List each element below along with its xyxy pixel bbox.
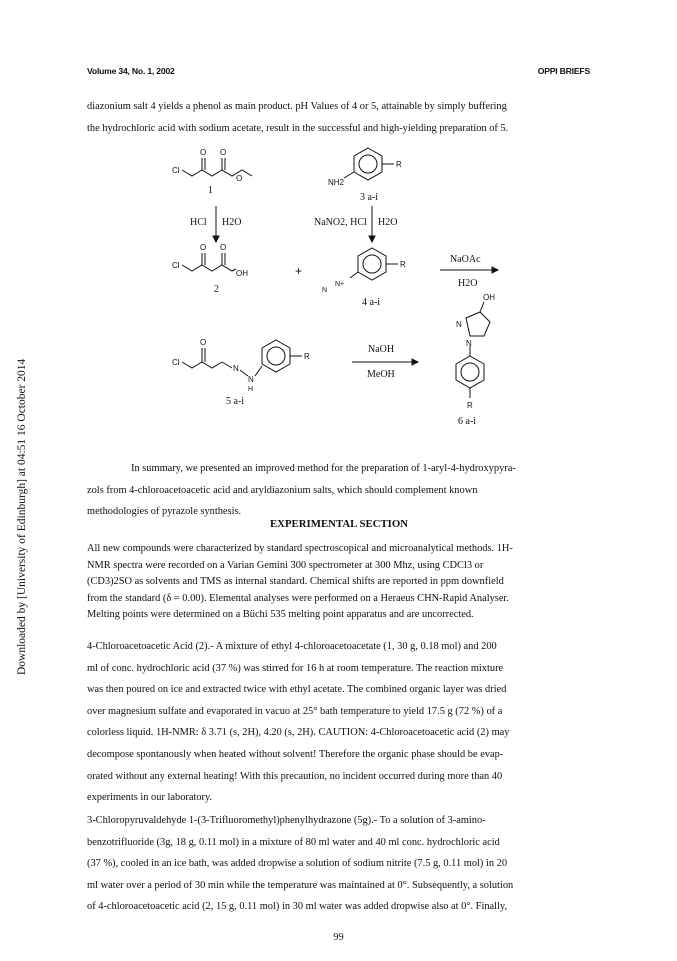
text-line bbox=[87, 896, 591, 918]
text-line bbox=[87, 541, 591, 558]
compound-number-3: 3 a-i bbox=[360, 192, 379, 203]
text-line bbox=[87, 96, 591, 118]
atom-label: O bbox=[220, 148, 227, 157]
atom-label: N+ bbox=[335, 281, 345, 288]
proc2-line-6: decompose spontanously when heated without solvent! Therefore the organic phase should be evap- bbox=[87, 748, 504, 760]
proc5g-line-4: ml water over a period of 30 min while the temperature was maintained at 0°. Subsequently, a solution bbox=[87, 879, 514, 891]
reaction-scheme bbox=[0, 140, 677, 440]
general-paragraph bbox=[87, 541, 591, 624]
text-line bbox=[87, 658, 591, 680]
atom-label: R bbox=[400, 260, 406, 269]
text-line bbox=[87, 766, 591, 788]
text-line bbox=[87, 810, 591, 832]
text-line bbox=[87, 744, 591, 766]
atom-label: R bbox=[304, 352, 310, 361]
compound-number-4: 4 a-i bbox=[362, 297, 381, 308]
atom-label: OH bbox=[483, 293, 495, 302]
proc2-line-1: 4-Chloroacetoacetic Acid (2).- A mixture of ethyl 4-chloroacetoacetate (1, 30 g, 0.18 mol) and 200 bbox=[87, 641, 497, 652]
text-line bbox=[87, 480, 591, 502]
text-line bbox=[87, 458, 591, 480]
compound-number-6: 6 a-i bbox=[458, 416, 477, 427]
atom-label: Cl bbox=[172, 358, 180, 367]
text-line bbox=[87, 591, 591, 608]
proc2-line-7: orated without any external heating! With this precaution, no incident occurred during more than 40 bbox=[87, 770, 503, 782]
general-line-4: from the standard (δ = 0.00). Elemental analyses were performed on a Heraeus CHN-Rapid Analyser. bbox=[87, 592, 509, 604]
atom-label: O bbox=[200, 338, 207, 347]
reagent-label: NaOH bbox=[368, 344, 395, 355]
summary-line-3: methodologies of pyrazole synthesis. bbox=[87, 506, 242, 518]
general-line-2: NMR spectra were recorded on a Varian Gemini 300 spectrometer at 300 Mhz, using CDCl3 or bbox=[87, 559, 484, 571]
proc5g-line-2: benzotrifluoride (3g, 18 g, 0.11 mol) in a mixture of 80 ml water and 40 ml conc. hydrochloric acid bbox=[87, 836, 500, 848]
proc2-line-4: over magnesium sulfate and evaporated in vacuo at 25° bath temperature to yield 17.5 g (72 %) of a bbox=[87, 705, 503, 717]
general-line-5: Melting points were determined on a Büchi 535 melting point apparatus and are uncorrected. bbox=[87, 609, 474, 621]
page-number: 99 bbox=[333, 932, 344, 943]
atom-label: O bbox=[220, 243, 227, 252]
atom-label: R bbox=[467, 401, 473, 410]
compound-2-structure bbox=[172, 243, 248, 278]
atom-label: O bbox=[236, 174, 243, 183]
summary-paragraph bbox=[87, 458, 591, 523]
atom-label: O bbox=[200, 148, 207, 157]
compound-5-structure bbox=[172, 338, 310, 393]
general-line-1: All new compounds were characterized by standard spectroscopical and microanalytical methods. 1H- bbox=[87, 543, 513, 554]
text-line bbox=[87, 787, 591, 809]
proc2-line-5: colorless liquid. 1H-NMR: δ 3.71 (s, 2H), 4.20 (s, 2H). CAUTION: 4-Chloroacetoacetic acid (2) may bbox=[87, 727, 510, 739]
atom-label: Cl bbox=[172, 261, 180, 270]
compound-number-1: 1 bbox=[208, 185, 213, 196]
atom-label: OH bbox=[236, 269, 248, 278]
proc5g-line-5: of 4-chloroacetoacetic acid (2, 15 g, 0.11 mol) in 30 ml water was added dropwise also at 0°. Finally, bbox=[87, 901, 508, 913]
compound-number-2: 2 bbox=[214, 284, 219, 295]
compound-4-structure bbox=[322, 248, 406, 294]
general-line-3: (CD3)2SO as solvents and TMS as internal standard. Chemical shifts are reported in ppm downfield bbox=[87, 576, 504, 588]
reagent-label: NaNO2, HCl bbox=[314, 217, 367, 228]
plus-sign: + bbox=[295, 264, 303, 278]
text-line bbox=[87, 679, 591, 701]
text-line bbox=[87, 701, 591, 723]
proc2-line-8: experiments in our laboratory. bbox=[87, 792, 213, 804]
summary-line-2: zols from 4-chloroacetoacetic acid and aryldiazonium salts, which should complement known bbox=[87, 484, 478, 496]
atom-label: NH2 bbox=[328, 178, 345, 187]
atom-label: Cl bbox=[172, 166, 180, 175]
section-heading: EXPERIMENTAL SECTION bbox=[269, 518, 409, 530]
atom-label: N bbox=[322, 287, 328, 294]
text-line bbox=[87, 118, 591, 140]
atom-label: N bbox=[466, 339, 472, 348]
text-line bbox=[87, 574, 591, 591]
proc5g-line-3: (37 %), cooled in an ice bath, was added dropwise a solution of sodium nitrite (7.5 g, 0.11 mol) in 20 bbox=[87, 858, 508, 870]
intro-paragraph bbox=[87, 96, 591, 139]
procedure-compound-5g bbox=[87, 810, 591, 918]
intro-line-1: diazonium salt 4 yields a phenol as main product. pH Values of 4 or 5, attainable by simply buffering bbox=[87, 101, 507, 112]
text-line bbox=[87, 607, 591, 624]
download-watermark-text: Downloaded by [University of Edinburgh] at 04:51 16 October 2014 bbox=[16, 358, 28, 675]
procedure-compound-2 bbox=[87, 636, 591, 809]
journal-section: OPPI BRIEFS bbox=[537, 66, 590, 76]
reagent-label: NaOAc bbox=[450, 254, 481, 265]
atom-label: N bbox=[248, 375, 254, 384]
atom-label: R bbox=[396, 160, 402, 169]
intro-line-2: the hydrochloric acid with sodium acetate, result in the successful and high-yielding preparation of 5. bbox=[87, 122, 509, 134]
compound-6-structure bbox=[456, 293, 495, 410]
text-line bbox=[87, 875, 591, 897]
atom-label: N bbox=[456, 320, 462, 329]
reagent-label: H2O bbox=[378, 217, 398, 228]
journal-volume: Volume 34, No. 1, 2002 bbox=[87, 66, 175, 76]
text-line bbox=[87, 558, 591, 575]
text-line bbox=[87, 722, 591, 744]
text-line bbox=[87, 853, 591, 875]
reagent-label: MeOH bbox=[367, 369, 395, 380]
proc2-line-2: ml of conc. hydrochloric acid (37 %) was stirred for 16 h at room temperature. The reaction mixture bbox=[87, 662, 504, 674]
compound-3-structure bbox=[328, 148, 402, 187]
text-line bbox=[87, 636, 591, 658]
atom-label: H bbox=[248, 386, 254, 393]
text-line bbox=[87, 832, 591, 854]
reagent-label: HCl bbox=[190, 217, 207, 228]
reagent-label: H2O bbox=[458, 278, 478, 289]
compound-number-5: 5 a-i bbox=[226, 396, 245, 407]
atom-label: O bbox=[200, 243, 207, 252]
proc2-line-3: was then poured on ice and extracted twice with ethyl acetate. The combined organic layer was dried bbox=[87, 684, 507, 696]
compound-1-structure bbox=[172, 148, 252, 183]
reagent-label: H2O bbox=[222, 217, 242, 228]
proc5g-line-1: 3-Chloropyruvaldehyde 1-(3-Trifluoromethyl)phenylhydrazone (5g).- To a solution of 3-amino- bbox=[87, 815, 486, 826]
summary-line-1: In summary, we presented an improved method for the preparation of 1-aryl-4-hydroxypyra- bbox=[131, 463, 516, 474]
atom-label: N bbox=[233, 364, 239, 373]
